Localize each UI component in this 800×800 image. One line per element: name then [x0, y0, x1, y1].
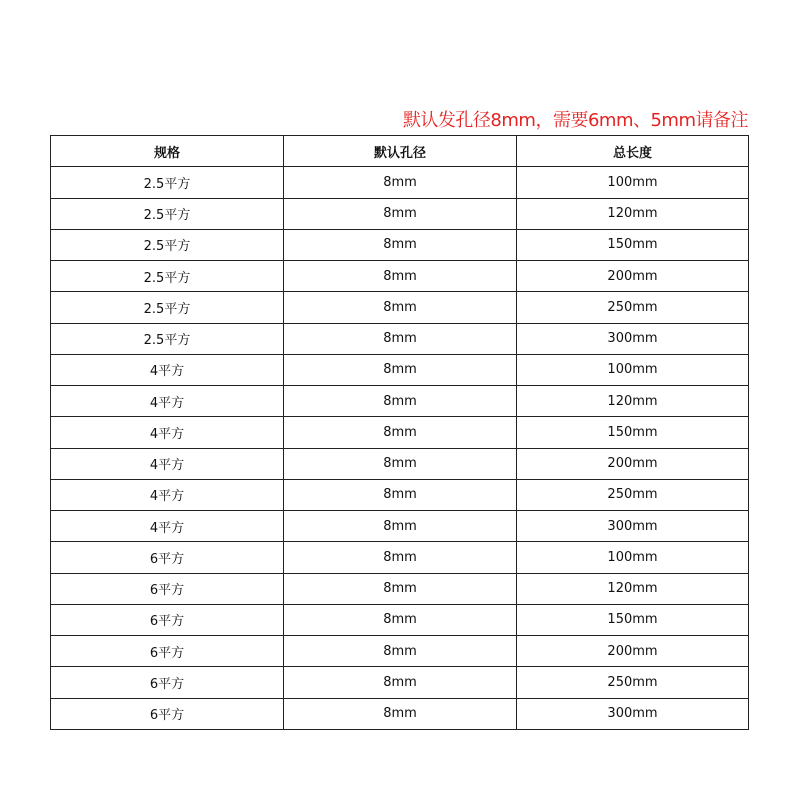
cell-total-length: 120mm	[517, 386, 749, 417]
cell-spec: 2.5平方	[51, 261, 284, 292]
cell-total-length: 300mm	[517, 323, 749, 354]
table-row	[51, 667, 749, 698]
cell-hole-size: 8mm	[284, 261, 517, 292]
table-row	[51, 167, 749, 198]
cell-spec: 4平方	[51, 448, 284, 479]
cell-total-length: 100mm	[517, 167, 749, 198]
cell-hole-size: 8mm	[284, 167, 517, 198]
cell-total-length: 300mm	[517, 511, 749, 542]
table-row	[51, 323, 749, 354]
table-body	[51, 167, 749, 730]
cell-spec: 6平方	[51, 667, 284, 698]
hole-size-note: 默认发孔径8mm，需要6mm、5mm请备注	[402, 110, 748, 131]
table-row	[51, 604, 749, 635]
table-row	[51, 448, 749, 479]
cell-spec: 4平方	[51, 417, 284, 448]
table-row	[51, 479, 749, 510]
table-row	[51, 229, 749, 260]
table-row	[51, 292, 749, 323]
cell-spec: 4平方	[51, 386, 284, 417]
cell-spec: 4平方	[51, 511, 284, 542]
spec-table	[50, 135, 749, 730]
cell-total-length: 150mm	[517, 604, 749, 635]
cell-hole-size: 8mm	[284, 323, 517, 354]
table-row	[51, 198, 749, 229]
cell-hole-size: 8mm	[284, 229, 517, 260]
cell-hole-size: 8mm	[284, 604, 517, 635]
cell-total-length: 250mm	[517, 667, 749, 698]
header-hole-size: 默认孔径	[284, 136, 517, 167]
cell-hole-size: 8mm	[284, 573, 517, 604]
header-total-length: 总长度	[517, 136, 749, 167]
cell-hole-size: 8mm	[284, 386, 517, 417]
cell-hole-size: 8mm	[284, 198, 517, 229]
cell-total-length: 120mm	[517, 198, 749, 229]
cell-total-length: 100mm	[517, 354, 749, 385]
cell-spec: 6平方	[51, 542, 284, 573]
cell-hole-size: 8mm	[284, 542, 517, 573]
table-row	[51, 354, 749, 385]
cell-spec: 6平方	[51, 698, 284, 729]
table-row	[51, 698, 749, 729]
cell-total-length: 150mm	[517, 417, 749, 448]
table-row	[51, 261, 749, 292]
cell-hole-size: 8mm	[284, 698, 517, 729]
cell-total-length: 200mm	[517, 448, 749, 479]
cell-spec: 6平方	[51, 636, 284, 667]
cell-spec: 4平方	[51, 354, 284, 385]
table-row	[51, 573, 749, 604]
cell-spec: 4平方	[51, 479, 284, 510]
cell-spec: 2.5平方	[51, 229, 284, 260]
cell-hole-size: 8mm	[284, 636, 517, 667]
table-row	[51, 386, 749, 417]
table-row	[51, 417, 749, 448]
cell-spec: 2.5平方	[51, 198, 284, 229]
cell-total-length: 250mm	[517, 292, 749, 323]
cell-hole-size: 8mm	[284, 417, 517, 448]
cell-total-length: 200mm	[517, 261, 749, 292]
cell-hole-size: 8mm	[284, 479, 517, 510]
cell-total-length: 250mm	[517, 479, 749, 510]
table-row	[51, 511, 749, 542]
cell-total-length: 100mm	[517, 542, 749, 573]
cell-spec: 2.5平方	[51, 323, 284, 354]
cell-hole-size: 8mm	[284, 667, 517, 698]
table-row	[51, 542, 749, 573]
cell-spec: 6平方	[51, 604, 284, 635]
cell-hole-size: 8mm	[284, 511, 517, 542]
cell-spec: 2.5平方	[51, 292, 284, 323]
table-row	[51, 636, 749, 667]
cell-total-length: 200mm	[517, 636, 749, 667]
cell-hole-size: 8mm	[284, 448, 517, 479]
cell-total-length: 120mm	[517, 573, 749, 604]
cell-spec: 6平方	[51, 573, 284, 604]
cell-hole-size: 8mm	[284, 292, 517, 323]
cell-hole-size: 8mm	[284, 354, 517, 385]
cell-total-length: 300mm	[517, 698, 749, 729]
cell-spec: 2.5平方	[51, 167, 284, 198]
header-row	[51, 136, 749, 167]
header-spec: 规格	[51, 136, 284, 167]
cell-total-length: 150mm	[517, 229, 749, 260]
